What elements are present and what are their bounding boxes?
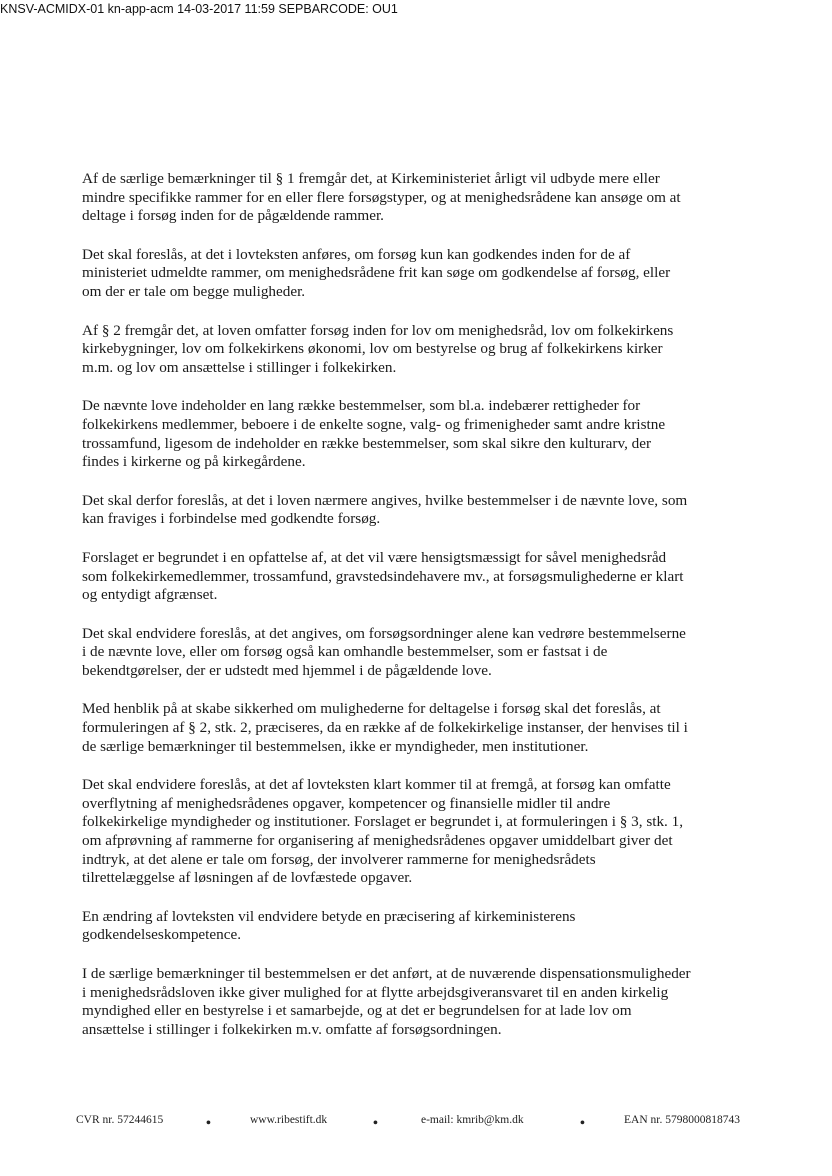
paragraph: I de særlige bemærkninger til bestemmelsen er det anført, at de nuværende dispensationsmuligheder i menighedsrådsloven ikke giver mulighed for at flytte arbejdsgiveransvaret til en anden kirkelig myndighed eller en bestyrelse i et samarbejde, og at det er begrundelsen for at lade lov om ansættelse i stillinger i folkekirken m.v. omfatte af forsøgsordningen.: [82, 965, 691, 1038]
footer-separator: •: [206, 1116, 211, 1131]
paragraph: Af de særlige bemærkninger til § 1 fremgår det, at Kirkeministeriet årligt vil udbyde mere eller mindre specifikke rammer for en eller flere forsøgstyper, og at menighedsrådene kan ansøge om at deltage i forsøg inden for de pågældende rammer.: [82, 170, 681, 225]
paragraph: Det skal endvidere foreslås, at det af lovteksten klart kommer til at fremgå, at forsøg kan omfatte overflytning af menighedsrådenes opgaver, kompetencer og finansielle midler til andre folkekirkelige myndigheder og institutioner. Forslaget er begrundet i, at formuleringen i § 3, stk. 1, om afprøvning af rammerne for organisering af menighedsrådenes opgaver umiddelbart giver det indtryk, at det alene er tale om forsøg, der involverer rammerne for menighedsrådets tilrettelæggelse af løsningen af de lovfæstede opgaver.: [82, 776, 684, 887]
footer-email[interactable]: e-mail: kmrib@km.dk: [421, 1114, 524, 1126]
scan-header: KNSV-ACMIDX-01 kn-app-acm 14-03-2017 11:59 SEPBARCODE: OU1: [0, 2, 398, 16]
paragraph: De nævnte love indeholder en lang række bestemmelser, som bl.a. indebærer rettigheder for folkekirkens medlemmer, beboere i de enkelte sogne, valg- og frimenigheder samt andre kristne trossamfund, ligesom de indeholder en række bestemmelser, som skal sikre den kulturarv, der findes i kirkerne og på kirkegårdene.: [82, 397, 666, 471]
paragraph: Med henblik på at skabe sikkerhed om mulighederne for deltagelse i forsøg skal det foreslås, at formuleringen af § 2, stk. 2, præciseres, da en række af de folkekirkelige instanser, der henvises til i de særlige bemærkninger til bestemmelsen, ikke er myndigheder, men institutioner.: [82, 700, 688, 755]
footer-website[interactable]: www.ribestift.dk: [250, 1114, 328, 1126]
footer: [0, 1114, 832, 1134]
paragraph: Det skal derfor foreslås, at det i loven nærmere angives, hvilke bestemmelser i de nævnte love, som kan fraviges i forbindelse med godkendte forsøg.: [82, 491, 688, 528]
footer-separator: •: [373, 1116, 378, 1131]
paragraph: En ændring af lovteksten vil endvidere betyde en præcisering af kirkeministerens godkendelseskompetence.: [82, 907, 576, 944]
footer-separator: •: [580, 1116, 585, 1131]
footer-ean: EAN nr. 5798000818743: [624, 1114, 740, 1126]
paragraph: Forslaget er begrundet i en opfattelse af, at det vil være hensigtsmæssigt for såvel menighedsråd som folkekirkemedlemmer, trossamfund, gravstedsindehavere mv., at forsøgsmulighederne er klart og entydigt afgrænset.: [82, 548, 684, 604]
letter-body: [82, 170, 767, 1059]
footer-cvr: CVR nr. 57244615: [76, 1114, 164, 1126]
paragraph: Det skal endvidere foreslås, at det angives, om forsøgsordninger alene kan vedrøre bestemmelserne i de nævnte love, eller om forsøg også kan omhandle bestemmelser, som er fastsat i de bekendtgørelser, der er udstedt med hjemmel i de pågældende love.: [82, 624, 686, 679]
paragraph: Det skal foreslås, at det i lovteksten anføres, om forsøg kun kan godkendes inden for de af ministeriet udmeldte rammer, om menighedsrådene frit kan søge om godkendelse af forsøg, eller om der er tale om begge muligheder.: [82, 245, 671, 300]
paragraph: Af § 2 fremgår det, at loven omfatter forsøg inden for lov om menighedsråd, lov om folkekirkens kirkebygninger, lov om folkekirkens økonomi, lov om bestyrelse og brug af folkekirkens kirker m.m. og lov om ansættelse i stillinger i folkekirken.: [82, 321, 674, 376]
